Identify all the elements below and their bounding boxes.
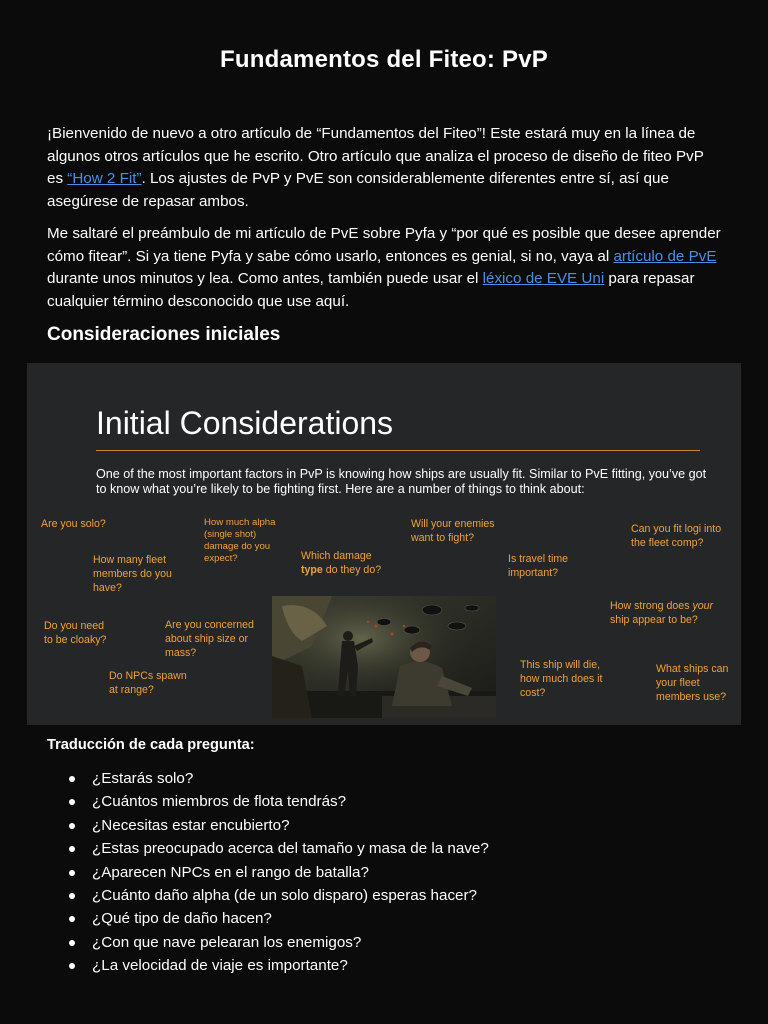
bullet-icon	[69, 823, 75, 829]
question-text: want to fight?	[411, 531, 475, 544]
intro-text: . Los ajustes de PvP y PvE son considerablemente diferentes entre sí, así que asegúrese de repasar ambos.	[47, 170, 669, 210]
list-item-text: ¿Estas preocupado acerca del tamaño y masa de la nave?	[92, 840, 489, 858]
question-text: mass?	[165, 646, 197, 659]
intro-paragraph-2	[47, 223, 723, 313]
question-text: Can you fit logi into	[631, 523, 722, 535]
bullet-icon	[69, 963, 75, 969]
question-ship-strength	[610, 600, 713, 628]
question-text: members use?	[656, 690, 727, 703]
page-title: Fundamentos del Fiteo: PvP	[220, 46, 548, 73]
translation-heading: Traducción de cada pregunta:	[47, 737, 255, 753]
list-item-text: ¿La velocidad de viaje es importante?	[92, 957, 348, 975]
list-item	[47, 837, 489, 860]
question-text: cost?	[520, 686, 546, 699]
question-text: This ship will die,	[520, 659, 601, 671]
bullet-icon	[69, 916, 75, 922]
intro-paragraph-1	[47, 123, 723, 213]
list-item-text: ¿Con que nave pelearan los enemigos?	[92, 933, 362, 951]
question-damage-type	[301, 550, 381, 578]
pve-article-link[interactable]: artículo de PvE	[613, 247, 717, 265]
list-item-text: ¿Cuántos miembros de flota tendrás?	[92, 793, 347, 811]
question-text: how much does it	[520, 672, 603, 685]
bullet-icon	[69, 799, 75, 805]
intro-text: ¡Bienvenido de nuevo a otro artículo de “Fundamentos del Fiteo”! Este estará muy en la línea de algunos otros artículos que he escrito. Otro artículo que analiza el proceso de diseño de fiteo PvP es	[47, 125, 704, 188]
question-text: do they do?	[322, 563, 382, 576]
translation-list	[47, 767, 489, 978]
question-text: Is travel time	[508, 553, 569, 565]
how-2-fit-link[interactable]: “How 2 Fit”	[67, 170, 142, 188]
question-text: expect?	[204, 553, 238, 564]
list-item-text: ¿Necesitas estar encubierto?	[92, 816, 290, 834]
question-text: about ship size or	[165, 632, 249, 645]
question-text: (single shot)	[204, 529, 257, 540]
question-solo	[41, 518, 106, 532]
question-text: your fleet	[656, 676, 700, 689]
list-item	[47, 767, 489, 790]
list-item	[47, 861, 489, 884]
question-text: Which damage	[301, 550, 372, 562]
eve-uni-lexicon-link[interactable]: léxico de EVE Uni	[482, 270, 605, 288]
question-text: Do you need	[44, 620, 105, 632]
question-cloaky	[44, 620, 106, 648]
slide-intro: One of the most important factors in PvP is knowing how ships are usually fit. Similar to PvE fitting, you’ve got to know what you’re likely to be fighting first. Here are a number of things to think about:	[96, 467, 707, 496]
list-item-text: ¿Cuánto daño alpha (de un solo disparo) esperas hacer?	[92, 886, 477, 904]
scene-illustration-graphic	[272, 596, 496, 718]
question-text: have?	[93, 581, 122, 594]
question-text: important?	[508, 566, 559, 579]
question-text: type	[301, 563, 323, 576]
question-text: How much alpha	[204, 517, 276, 528]
question-text: How strong does	[610, 600, 693, 612]
question-text: Do NPCs spawn	[109, 670, 187, 682]
intro-text: Me saltaré el preámbulo de mi artículo de PvE sobre Pyfa y “por qué es posible que desee aprender cómo fitear”. Si ya tiene Pyfa y sabe cómo usarlo, entonces es genial, si no, vaya al	[47, 225, 721, 265]
bullet-icon	[69, 870, 75, 876]
question-npc-spawn	[109, 670, 187, 698]
question-text: damage do you	[204, 541, 271, 552]
bullet-icon	[69, 846, 75, 852]
list-item	[47, 884, 489, 907]
question-text: What ships can	[656, 663, 729, 675]
question-alpha-damage	[204, 517, 275, 565]
question-ship-size	[165, 619, 254, 660]
bullet-icon	[69, 893, 75, 899]
list-item	[47, 954, 489, 977]
scene-illustration	[272, 596, 496, 718]
question-logi	[631, 523, 721, 551]
initial-considerations-slide	[27, 363, 741, 725]
question-text: ship appear to be?	[610, 613, 698, 626]
bullet-icon	[69, 940, 75, 946]
intro-text: para repasar cualquier término desconocido que use aquí.	[47, 270, 695, 310]
question-text: your	[692, 600, 714, 612]
list-item-text: ¿Aparecen NPCs en el rango de batalla?	[92, 863, 369, 881]
question-enemies-fight	[411, 518, 495, 546]
question-travel-time	[508, 553, 568, 581]
question-text: Are you solo?	[41, 518, 106, 530]
slide-divider	[96, 450, 700, 451]
question-text: the fleet comp?	[631, 536, 704, 549]
list-item	[47, 907, 489, 930]
list-item	[47, 790, 489, 813]
list-item-text: ¿Qué tipo de daño hacen?	[92, 910, 272, 928]
question-fleet-members	[93, 554, 172, 595]
section-heading: Consideraciones iniciales	[47, 324, 281, 345]
list-item-text: ¿Estarás solo?	[92, 770, 194, 787]
question-text: Will your enemies	[411, 518, 495, 530]
list-item	[47, 814, 489, 837]
question-text: Are you concerned	[165, 619, 254, 631]
question-text: to be cloaky?	[44, 633, 107, 646]
list-item	[47, 931, 489, 954]
slide-title: Initial Considerations	[96, 405, 394, 441]
intro-text: durante unos minutos y lea. Como antes, también puede usar el	[47, 270, 483, 288]
question-ship-cost	[520, 659, 602, 700]
question-text: at range?	[109, 683, 154, 696]
question-text: How many fleet	[93, 554, 167, 566]
question-fleet-ships	[656, 663, 728, 704]
bullet-icon	[69, 776, 75, 782]
question-text: members do you	[93, 567, 172, 580]
